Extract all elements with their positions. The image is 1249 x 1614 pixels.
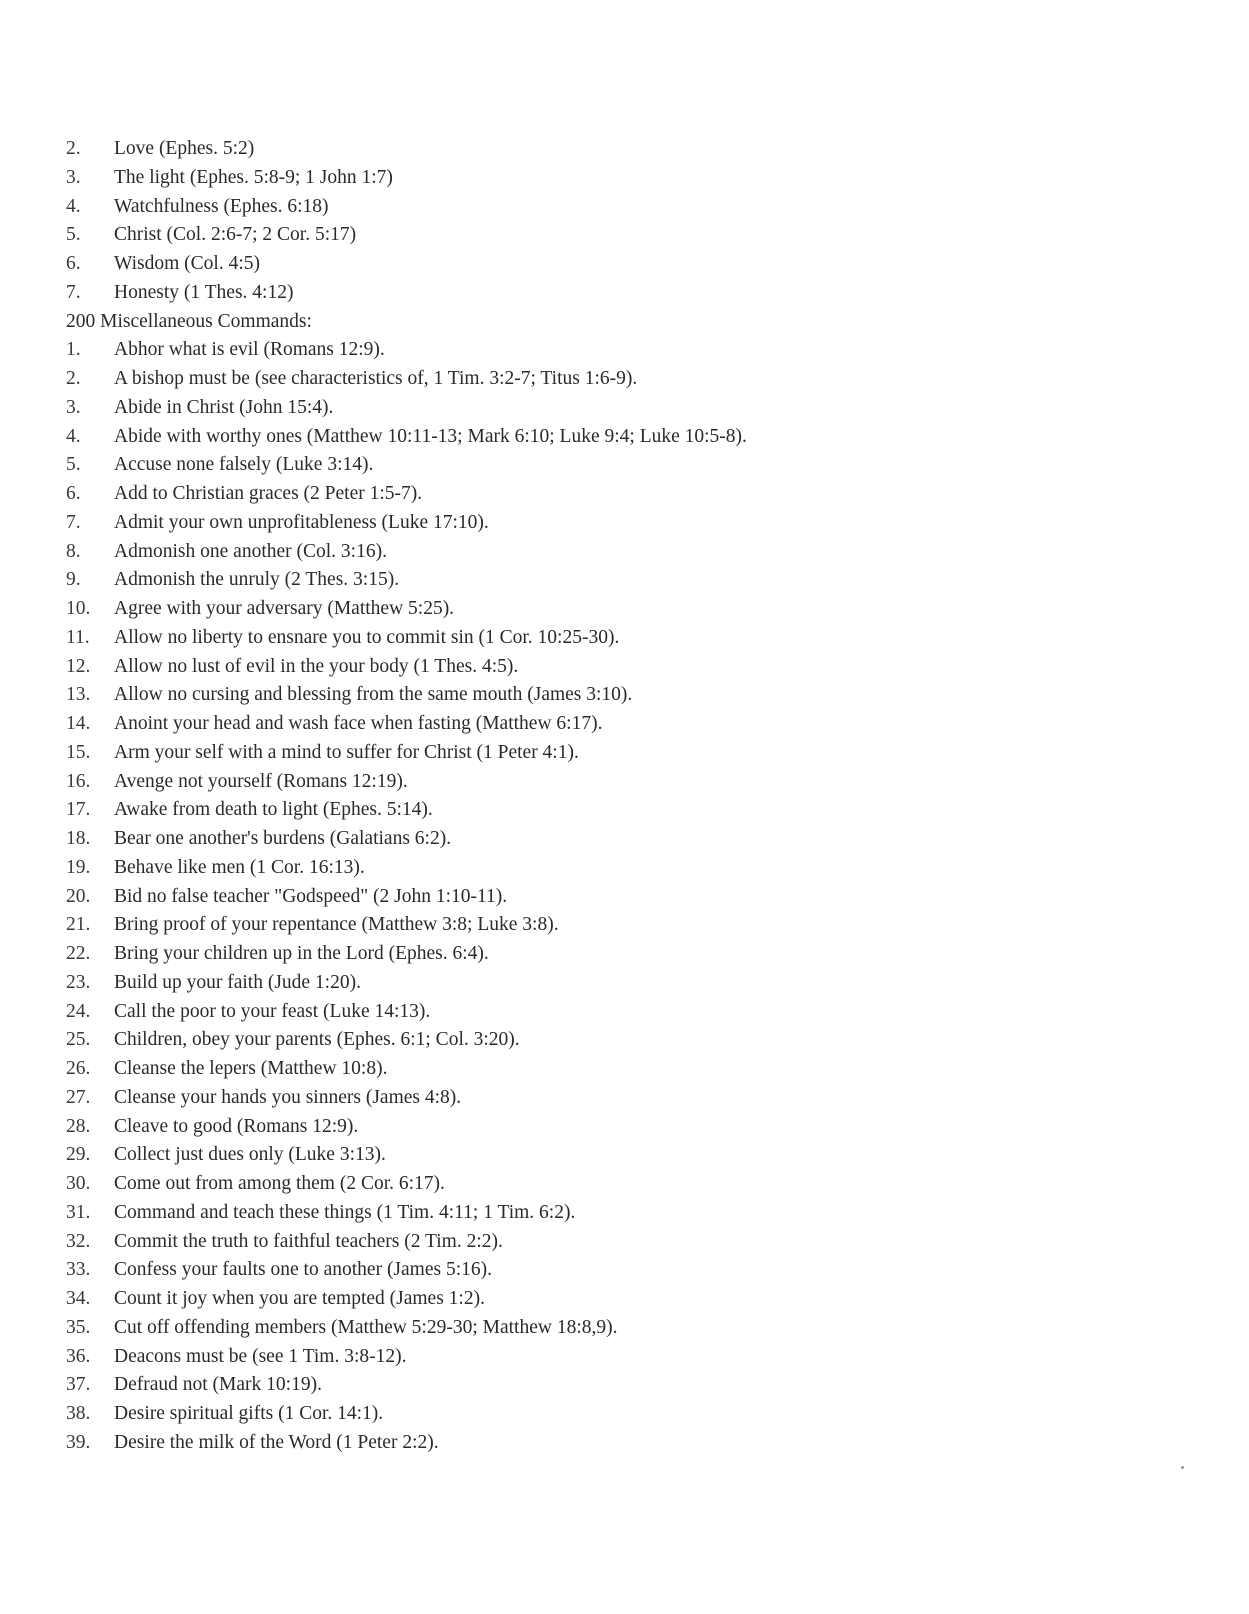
item-text: Desire spiritual gifts (1 Cor. 14:1). [114,1403,384,1424]
item-number: 37. [66,1374,91,1396]
list-item [66,1026,1206,1055]
list-item [66,480,1206,509]
item-text: Behave like men (1 Cor. 16:13). [114,856,365,878]
item-text: Love (Ephes. 5:2) [114,138,255,159]
item-text: Cleanse the lepers (Matthew 10:8). [114,1058,388,1079]
item-number: 17. [66,799,91,821]
item-number: 13. [66,684,91,706]
item-text: Add to Christian graces (2 Peter 1:5-7). [114,483,423,504]
item-text: Arm your self with a mind to suffer for Christ (1 Peter 4:1). [114,741,579,763]
list-item [66,221,1206,250]
item-text: Allow no liberty to ensnare you to commit sin (1 Cor. 10:25-30). [114,626,620,648]
list-item [66,250,1206,279]
item-number: 3. [66,166,81,188]
item-text: Watchfulness (Ephes. 6:18) [114,195,329,217]
item-number: 27. [66,1086,91,1108]
list-item [66,624,1206,653]
item-text: Agree with your adversary (Matthew 5:25). [114,598,455,619]
item-text: Collect just dues only (Luke 3:13). [114,1144,386,1166]
item-number: 7. [66,281,81,303]
section-heading: 200 Miscellaneous Commands: [66,310,312,332]
item-text: Accuse none falsely (Luke 3:14). [114,454,374,476]
item-text: Cleanse your hands you sinners (James 4:8). [114,1086,462,1108]
list-item [66,566,1206,595]
list-item [66,911,1206,940]
item-number: 2. [66,138,81,159]
list-item [66,1141,1206,1170]
item-text: Children, obey your parents (Ephes. 6:1; Col. 3:20). [114,1029,520,1051]
list-item [66,336,1206,365]
item-number: 30. [66,1173,91,1194]
list-item [66,998,1206,1027]
list-item [66,1113,1206,1142]
item-text: Awake from death to light (Ephes. 5:14). [114,799,433,821]
item-text: Bear one another's burdens (Galatians 6:2). [114,828,452,849]
list-item [66,1429,1206,1458]
list-item [66,1170,1206,1199]
item-number: 19. [66,856,91,878]
item-number: 21. [66,914,91,936]
item-number: 6. [66,253,81,274]
list-item [66,135,1206,164]
item-text: Wisdom (Col. 4:5) [114,253,261,274]
item-number: 6. [66,483,81,504]
item-number: 10. [66,598,91,619]
item-text: Admit your own unprofitableness (Luke 17:10). [114,511,489,533]
list-item [66,1228,1206,1257]
item-text: Abhor what is evil (Romans 12:9). [114,339,385,361]
item-number: 18. [66,828,91,849]
item-number: 28. [66,1115,91,1137]
item-text: Abide in Christ (John 15:4). [114,396,334,418]
item-text: Anoint your head and wash face when fasting (Matthew 6:17). [114,713,603,734]
item-number: 14. [66,713,91,734]
list-item [66,653,1206,682]
list-item [66,739,1206,768]
item-number: 4. [66,425,81,447]
item-text: Defraud not (Mark 10:19). [114,1374,322,1396]
list-item [66,1371,1206,1400]
item-number: 36. [66,1345,91,1367]
list-item [66,710,1206,739]
list-item [66,509,1206,538]
list-item [66,1343,1206,1372]
item-text: Bid no false teacher "Godspeed" (2 John 1:10-11). [114,885,508,907]
item-text: Avenge not yourself (Romans 12:19). [114,770,408,792]
item-number: 7. [66,511,81,533]
item-text: Call the poor to your feast (Luke 14:13). [114,1000,431,1022]
item-text: Deacons must be (see 1 Tim. 3:8-12). [114,1345,407,1367]
item-text: Christ (Col. 2:6-7; 2 Cor. 5:17) [114,224,357,246]
list-item [66,164,1206,193]
item-number: 3. [66,396,81,418]
item-text: Honesty (1 Thes. 4:12) [114,281,294,303]
item-text: The light (Ephes. 5:8-9; 1 John 1:7) [114,166,393,188]
list-item [66,969,1206,998]
list-item [66,768,1206,797]
list-item [66,883,1206,912]
item-text: Build up your faith (Jude 1:20). [114,971,361,993]
item-text: Desire the milk of the Word (1 Peter 2:2). [114,1431,439,1453]
item-number: 31. [66,1201,91,1223]
item-number: 25. [66,1029,91,1051]
item-number: 1. [66,339,81,361]
item-number: 32. [66,1230,91,1252]
item-number: 38. [66,1403,91,1424]
item-text: Bring proof of your repentance (Matthew 3:8; Luke 3:8). [114,914,559,936]
list-item [66,1084,1206,1113]
list-item [66,538,1206,567]
item-number: 35. [66,1316,91,1338]
list-item [66,825,1206,854]
item-number: 29. [66,1144,91,1166]
commands-list [66,135,1206,1458]
item-text: Commit the truth to faithful teachers (2 Tim. 2:2). [114,1230,503,1252]
list-item [66,940,1206,969]
list-item [66,1055,1206,1084]
item-number: 22. [66,943,91,964]
item-number: 8. [66,540,81,562]
item-text: A bishop must be (see characteristics of, 1 Tim. 3:2-7; Titus 1:6-9). [114,368,638,389]
list-item [66,423,1206,452]
scan-speck [1181,1466,1184,1469]
item-number: 5. [66,454,81,476]
list-item [66,365,1206,394]
item-text: Come out from among them (2 Cor. 6:17). [114,1173,445,1194]
item-number: 2. [66,368,81,389]
item-text: Allow no lust of evil in the your body (1 Thes. 4:5). [114,655,519,677]
item-number: 9. [66,569,81,591]
item-number: 23. [66,971,91,993]
list-item [66,451,1206,480]
item-number: 33. [66,1259,91,1281]
item-number: 16. [66,770,91,792]
item-number: 11. [66,626,90,648]
list-item [66,796,1206,825]
item-text: Cleave to good (Romans 12:9). [114,1115,359,1137]
item-number: 20. [66,885,91,907]
item-text: Admonish one another (Col. 3:16). [114,540,387,562]
list-item [66,1199,1206,1228]
item-text: Count it joy when you are tempted (James 1:2). [114,1288,485,1309]
list-item [66,279,1206,308]
list-item [66,394,1206,423]
list-item [66,1400,1206,1429]
item-number: 15. [66,741,91,763]
item-text: Bring your children up in the Lord (Ephes. 6:4). [114,943,489,964]
item-number: 12. [66,655,91,677]
item-number: 39. [66,1431,91,1453]
list-item [66,595,1206,624]
item-number: 4. [66,195,81,217]
item-text: Command and teach these things (1 Tim. 4:11; 1 Tim. 6:2). [114,1201,576,1223]
item-number: 24. [66,1000,91,1022]
item-text: Admonish the unruly (2 Thes. 3:15). [114,569,400,591]
section-heading-row [66,308,1206,337]
list-item [66,681,1206,710]
list-item [66,1256,1206,1285]
item-number: 5. [66,224,81,246]
item-text: Abide with worthy ones (Matthew 10:11-13; Mark 6:10; Luke 9:4; Luke 10:5-8). [114,425,747,447]
item-number: 26. [66,1058,91,1079]
item-text: Allow no cursing and blessing from the same mouth (James 3:10). [114,684,633,706]
list-item [66,193,1206,222]
list-item [66,1314,1206,1343]
list-item [66,1285,1206,1314]
item-text: Cut off offending members (Matthew 5:29-30; Matthew 18:8,9). [114,1316,618,1338]
item-number: 34. [66,1288,91,1309]
item-text: Confess your faults one to another (James 5:16). [114,1259,493,1281]
list-item [66,854,1206,883]
